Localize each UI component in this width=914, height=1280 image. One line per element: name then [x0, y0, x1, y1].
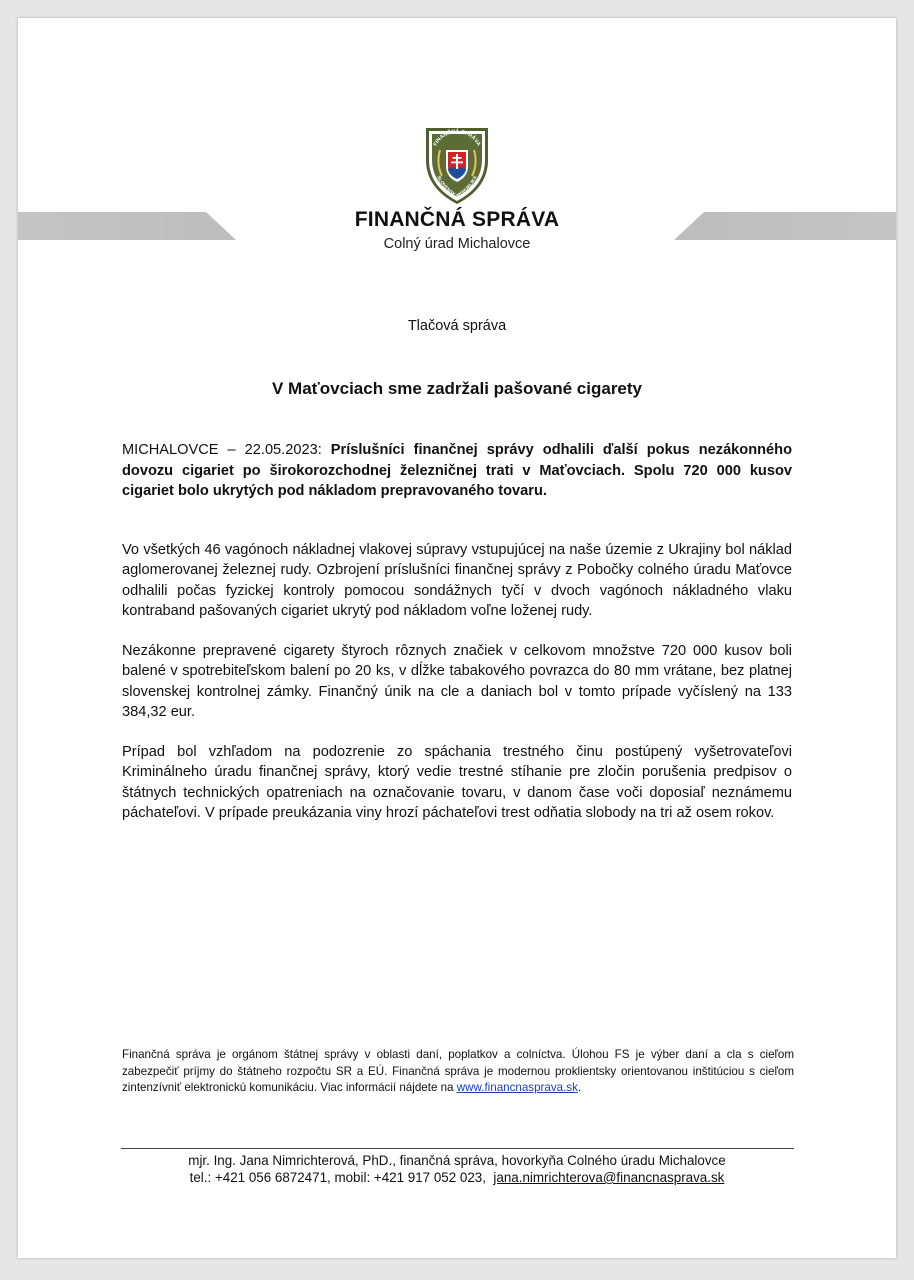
- press-release-headline: V Maťovciach sme zadržali pašované cigarety: [271, 379, 643, 398]
- body-paragraph: Prípad bol vzhľadom na podozrenie zo spáchania trestného činu postúpený vyšetrovateľovi Kriminálneho úradu finančnej správy, ktorý vedie trestné stíhanie pre zločin porušenia predpisov o štátnych technických opatreniach na označovanie tovaru, v danom čase voči doposiaľ neznámemu páchateľovi. V prípade preukázania viny hrozí páchateľovi trest odňatia slobody na tri až osem rokov.: [122, 743, 792, 821]
- svg-text:FINANČNÁ SPRÁVA: FINANČNÁ SPRÁVA: [432, 128, 482, 148]
- about-text-suffix: .: [577, 1081, 582, 1094]
- document-type: Tlačová správa: [407, 318, 507, 334]
- lead-paragraph: [122, 440, 792, 502]
- document-page: [18, 18, 896, 1258]
- about-text: Finančná správa je orgánom štátnej správy v oblasti daní, poplatkov a colníctva. Úlohou FS je výber daní a cla s cieľom zabezpečiť príjmy do štátneho rozpočtu SR a EÚ. Finančná správa je modernou proklientsky orientovanou inštitúciou s cieľom zintenzívniť elektronickú komunikáciu. Viac informácií nájdete na: [122, 1048, 794, 1094]
- about-footnote: [122, 1047, 794, 1097]
- svg-text:SLOVENSKÁ REPUBLIKA: SLOVENSKÁ REPUBLIKA: [435, 175, 479, 200]
- website-link[interactable]: www.financnasprava.sk: [456, 1081, 578, 1094]
- footer-divider: [121, 1148, 794, 1149]
- office-name: Colný úrad Michalovce: [383, 236, 531, 252]
- body-paragraph: Vo všetkých 46 vagónoch nákladnej vlakovej súpravy vstupujúcej na naše územie z Ukrajiny bol náklad aglomerovanej železnej rudy. Ozbrojení príslušníci finančnej správy z Pobočky colného úradu Maťovce odhalili počas fyzickej kontroly pomocou sondážnych tyčí v dvoch vagónoch nákladného vlaku kontraband pašovaných cigariet ukrytý pod nákladom voľne loženej rudy.: [122, 541, 792, 619]
- contact-block: [18, 1152, 896, 1186]
- lead-text: Príslušníci finančnej správy odhalili ďalší pokus nezákonného dovozu cigariet po širokorozchodnej železničnej trati v Maťovciach. Spolu 720 000 kusov cigariet bolo ukrytých pod nákladom prepravovaného tovaru.: [122, 442, 792, 499]
- body-paragraph: Nezákonne prepravené cigarety štyroch rôznych značiek v celkovom množstve 720 000 kusov boli balené v spotrebiteľskom balení po 20 ks, v dĺžke tabakového povrazca do 80 mm vrátane, bez platnej slovenskej kontrolnej zámky. Finančný únik na cle a daniach bol v tomto prípade vyčíslený na 133 384,32 eur.: [122, 642, 792, 720]
- organization-name: FINANČNÁ SPRÁVA: [354, 208, 560, 231]
- contact-line: [18, 1169, 896, 1186]
- contact-phones: tel.: +421 056 6872471, mobil: +421 917 052 023,: [189, 1170, 486, 1185]
- financna-sprava-emblem-icon: [422, 120, 492, 206]
- contact-email-link[interactable]: jana.nimrichterova@financnasprava.sk: [493, 1170, 725, 1185]
- contact-name: mjr. Ing. Jana Nimrichterová, PhD., finančná správa, hovorkyňa Colného úradu Michalovce: [188, 1153, 726, 1168]
- press-release-body: [122, 440, 792, 843]
- dateline: MICHALOVCE – 22.05.2023:: [122, 442, 322, 458]
